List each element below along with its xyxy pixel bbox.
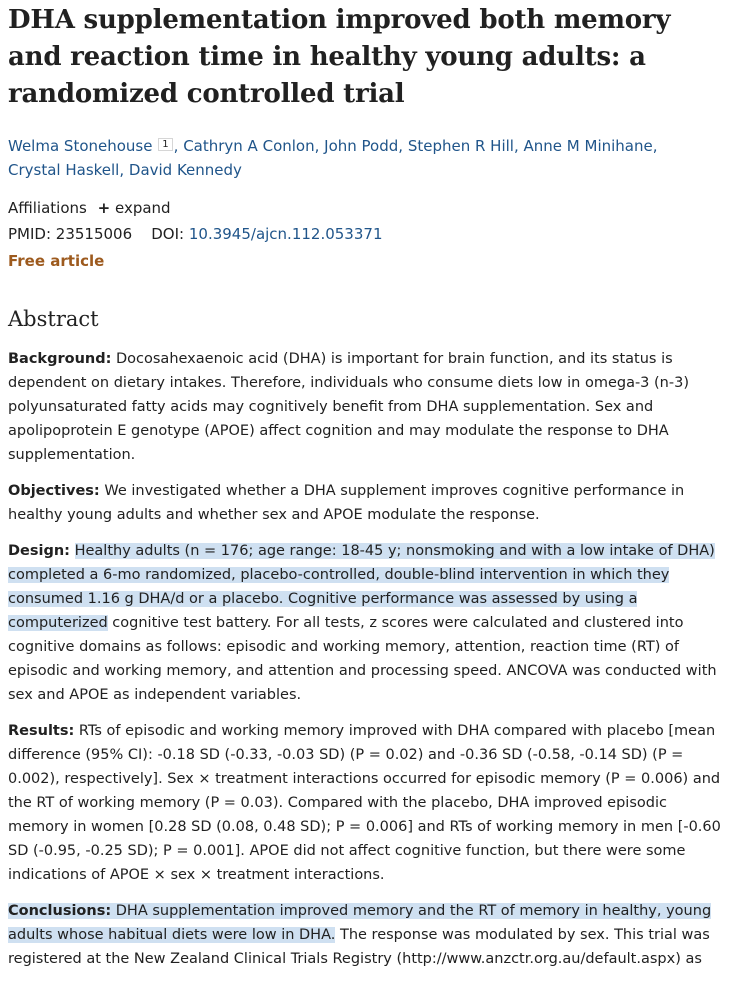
background-label: Background: [8, 351, 112, 367]
pmid-value: 23515006 [55, 225, 133, 243]
author-link[interactable]: John Podd [324, 137, 399, 155]
abstract-design [8, 539, 732, 707]
free-article-badge[interactable]: Free article [8, 252, 105, 270]
author-link[interactable]: Crystal Haskell [8, 161, 120, 179]
article-title: DHA supplementation improved both memory and reaction time in healthy young adults: a randomized controlled trial [8, 5, 671, 109]
author-link[interactable]: Welma Stonehouse [8, 137, 153, 155]
abstract-conclusions [8, 899, 732, 971]
abstract-results [8, 719, 732, 887]
article-page [8, 0, 732, 983]
identifiers-row [8, 221, 732, 247]
author-link[interactable]: Stephen R Hill [407, 137, 514, 155]
abstract-objectives [8, 479, 732, 527]
abstract-background [8, 347, 732, 467]
objectives-text: We investigated whether a DHA supplement improves cognitive performance in healthy young adults and whether sex and APOE modulate the response. [8, 483, 685, 523]
objectives-label: Objectives: [8, 483, 100, 499]
affiliations-row [8, 195, 732, 221]
expand-toggle[interactable]: expand [114, 199, 171, 217]
author-link[interactable]: Anne M Minihane [523, 137, 653, 155]
doi-label: DOI: [151, 225, 185, 243]
pmid-label: PMID: [8, 225, 52, 243]
plus-icon[interactable]: + [97, 199, 111, 217]
conclusions-text: The response was modulated by sex. This trial was registered at the New Zealand Clinical Trials Registry (http://www.anzctr.org.au/default.aspx) as [8, 927, 710, 967]
background-text: Docosahexaenoic acid (DHA) is important for brain function, and its status is dependent on dietary intakes. Therefore, individuals who consume diets low in omega-3 (n-3) polyunsaturated fatty acids may cognitively benefit from DHA supplementation. Sex and apolipoprotein E genotype (APOE) affect cognition and may modulate the response to DHA supplementation. [8, 351, 689, 463]
abstract-heading: Abstract [8, 307, 99, 331]
author-link[interactable]: Cathryn A Conlon [183, 137, 315, 155]
doi-link[interactable]: 10.3945/ajcn.112.053371 [188, 225, 383, 243]
author-list: Welma Stonehouse $^1$ , Cathryn A Conlon, John Podd, Stephen R Hill, Anne M Minihane, Crystal Haskell, David Kennedy [8, 137, 658, 179]
design-label: Design: [8, 543, 70, 559]
affiliation-ref[interactable]: 1 [158, 138, 172, 151]
author-link[interactable]: David Kennedy [128, 161, 242, 179]
conclusions-label: Conclusions: [8, 903, 112, 919]
conclusions-highlighted-text: DHA supplementation improved memory and the RT of memory in healthy, young adults whose habitual diets were low in DHA. [8, 903, 712, 943]
results-label: Results: [8, 723, 75, 739]
results-text: RTs of episodic and working memory improved with DHA compared with placebo [mean difference (95% CI): -0.18 SD (-0.33, -0.03 SD) (P = 0.02) and -0.36 SD (-0.58, -0.14 SD) (P = 0.002), respectively]. Sex × treatment interactions occurred for episodic memory (P = 0.006) and the RT of working memory (P = 0.03). Compared with the placebo, DHA improved episodic memory in women [0.28 SD (0.08, 0.48 SD); P = 0.006] and RTs of working memory in men [-0.60 SD (-0.95, -0.25 SD); P = 0.001]. APOE did not affect cognitive function, but there were some indications of APOE × sex × treatment interactions. [8, 723, 721, 883]
design-text: cognitive test battery. For all tests, z scores were calculated and clustered into cognitive domains as follows: episodic and working memory, attention, reaction time (RT) of episodic and working memory, and attention and processing speed. ANCOVA was conducted with sex and APOE as independent variables. [8, 615, 717, 703]
affiliations-label: Affiliations [8, 199, 87, 217]
design-highlighted-text: Healthy adults (n = 176; age range: 18-45 y; nonsmoking and with a low intake of DHA) completed a 6-mo randomized, placebo-controlled, double-blind intervention in which they consumed 1.16 g DHA/d or a placebo. Cognitive performance was assessed by using a computerized [8, 543, 715, 631]
